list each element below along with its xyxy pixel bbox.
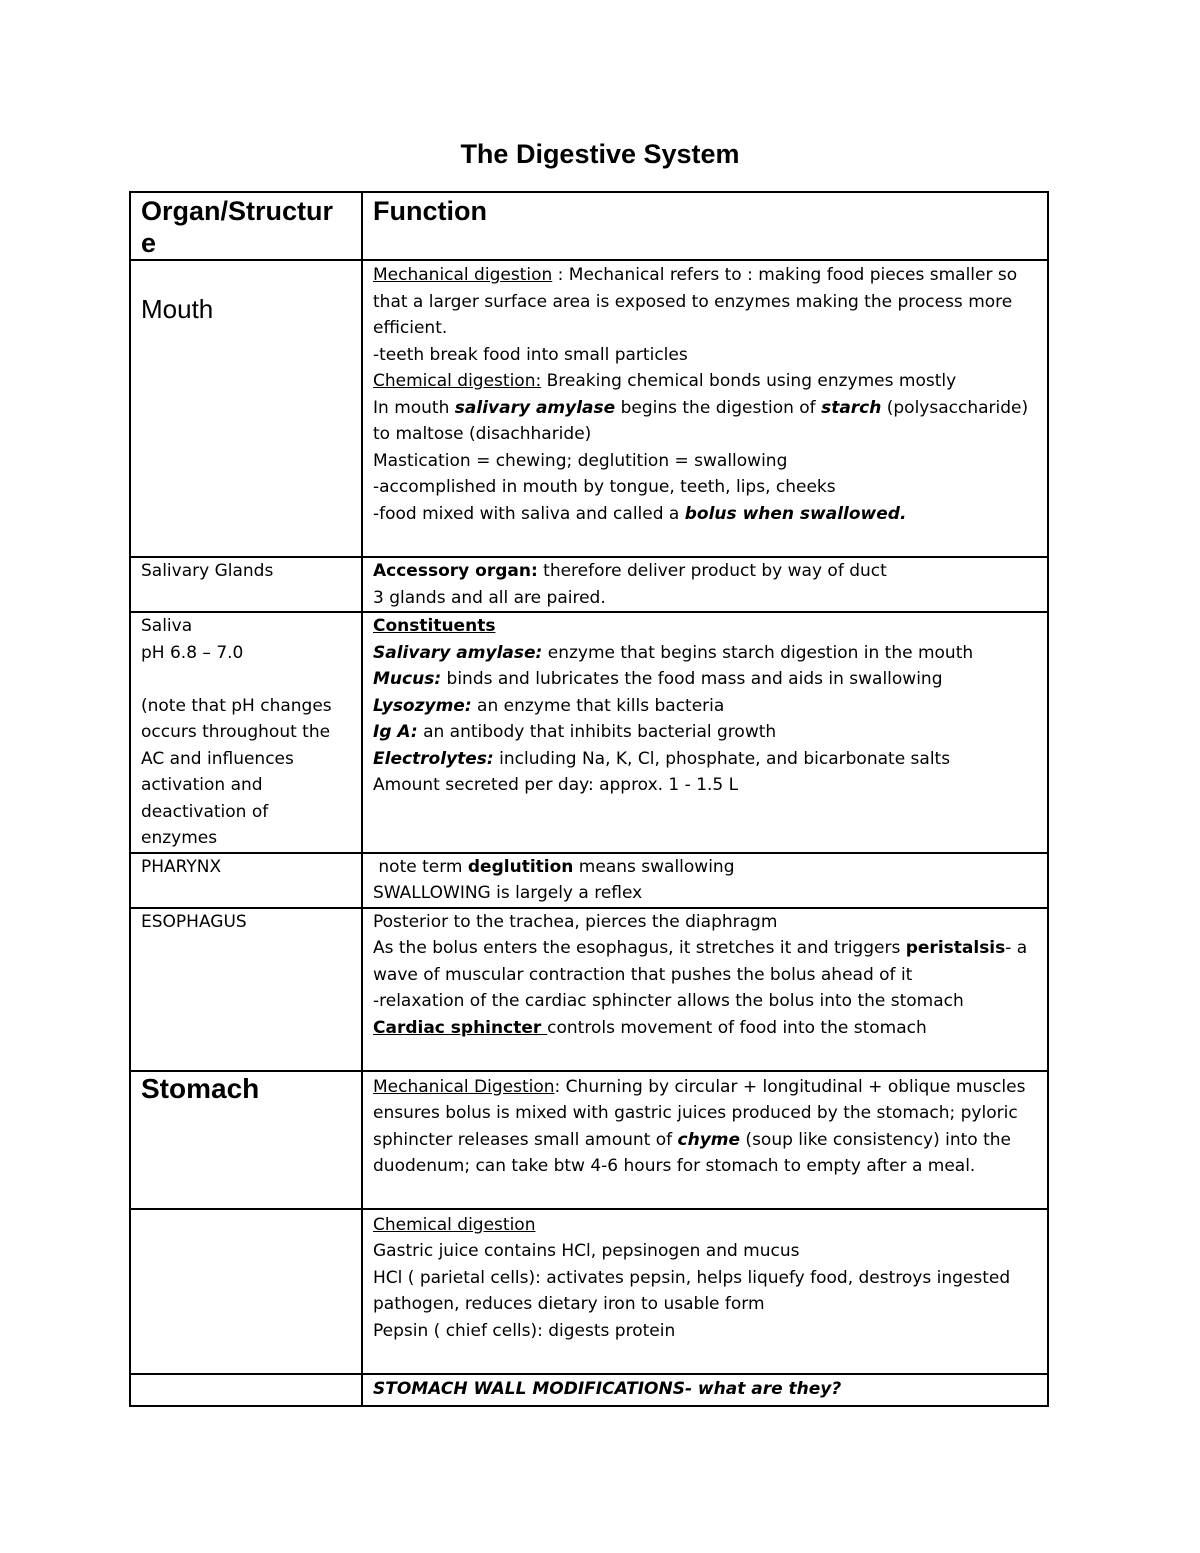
table-row-stomach <box>130 1071 1048 1209</box>
function-cell: STOMACH WALL MODIFICATIONS- what are they? <box>362 1374 1048 1406</box>
header-organ: Organ/Structur e <box>141 196 334 258</box>
organ-cell <box>130 557 362 612</box>
function-cell: Accessory organ: therefore deliver product by way of duct 3 glands and all are paired. <box>362 557 1048 612</box>
organ-cell <box>130 1374 362 1406</box>
function-cell: Mechanical Digestion: Churning by circular + longitudinal + oblique muscles ensures bolus is mixed with gastric juices produced by the stomach; pyloric sphincter releases small amount of chyme (soup like consistency) into the duodenum; can take btw 4-6 hours for stomach to empty after a meal. <box>362 1071 1048 1209</box>
organ-name: Salivary Glands <box>141 561 274 581</box>
organ-name: ESOPHAGUS <box>141 911 247 932</box>
organ-cell <box>130 1071 362 1209</box>
list-item: Ig A: an antibody that inhibits bacterial growth <box>373 722 777 742</box>
organ-cell <box>130 1209 362 1374</box>
table-row-saliva <box>130 612 1048 853</box>
header-function: Function <box>373 196 487 226</box>
table-row-pharynx <box>130 853 1048 908</box>
table-row-mouth <box>130 260 1048 557</box>
table-row-esophagus <box>130 908 1048 1071</box>
list-item: Lysozyme: an enzyme that kills bacteria <box>373 695 725 716</box>
constituents-heading: Constituents <box>373 616 496 636</box>
function-cell: Posterior to the trachea, pierces the diaphragm As the bolus enters the esophagus, it stretches it and triggers peristalsis- a wave of muscular contraction that pushes the bolus ahead of it -relaxation of the cardiac sphincter allows the bolus into the stomach Cardiac sphincter controls movement of food into the stomach <box>362 908 1048 1071</box>
organ-name: Stomach <box>141 1072 260 1104</box>
header-function-cell <box>362 192 1048 260</box>
organ-cell <box>130 260 362 557</box>
organ-name: PHARYNX <box>141 856 222 877</box>
table-row-salivary-glands <box>130 557 1048 612</box>
digestive-table <box>129 191 1049 1407</box>
table-row-chemical-digestion <box>130 1209 1048 1374</box>
table-row-stomach-wall <box>130 1374 1048 1406</box>
table-header-row <box>130 192 1048 260</box>
header-organ-cell <box>130 192 362 260</box>
list-item: Mucus: binds and lubricates the food mass and aids in swallowing <box>373 669 943 689</box>
organ-cell <box>130 853 362 908</box>
function-cell: note term deglutition means swallowing SWALLOWING is largely a reflex <box>362 853 1048 908</box>
function-cell: Mechanical digestion : Mechanical refers to : making food pieces smaller so that a larger surface area is exposed to enzymes making the process more efficient. -teeth break food into small particles Chemical digestion: Breaking chemical bonds using enzymes mostly In mouth salivary amylase begins the digestion of starch (polysaccharide) to maltose (disachharide) Mastication = chewing; deglutition = swallowing -accomplished in mouth by tongue, teeth, lips, cheeks -food mixed with saliva and called a bolus when swallowed. <box>362 260 1048 557</box>
organ-name: Mouth <box>141 294 214 324</box>
list-item: Salivary amylase: enzyme that begins starch digestion in the mouth <box>373 642 974 663</box>
organ-cell <box>130 908 362 1071</box>
function-cell: Constituents Salivary amylase: enzyme that begins starch digestion in the mouth Mucus: binds and lubricates the food mass and aids in swallowing Lysozyme: an enzyme that kills bacteria Ig A: an antibody that inhibits bacterial growth Electrolytes: including Na, K, Cl, phosphate, and bicarbonate salts Amount secreted per day: approx. 1 - 1.5 L <box>362 612 1048 853</box>
function-cell: Chemical digestion Gastric juice contains HCl, pepsinogen and mucus HCl ( parietal cells): activates pepsin, helps liquefy food, destroys ingested pathogen, reduces dietary iron to usable form Pepsin ( chief cells): digests protein <box>362 1209 1048 1374</box>
organ-cell: Saliva pH 6.8 – 7.0 (note that pH changes occurs throughout the AC and influences activation and deactivation of enzymes <box>130 612 362 853</box>
page-title: The Digestive System <box>460 139 740 169</box>
list-item: Electrolytes: including Na, K, Cl, phosphate, and bicarbonate salts <box>373 748 951 769</box>
